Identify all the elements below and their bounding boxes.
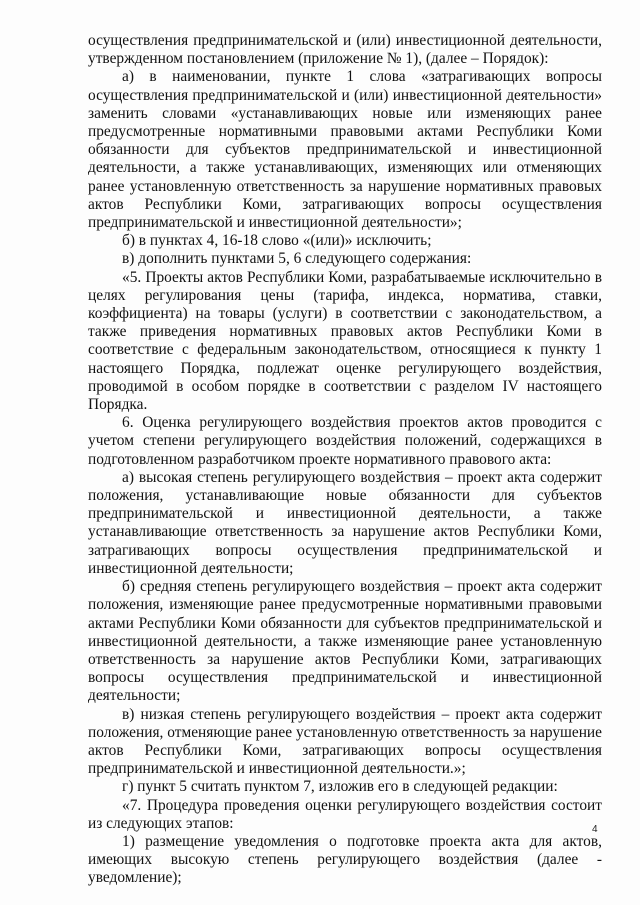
paragraph-intro: осуществления предпринимательской и (или) инвестиционной деятельности, утвержденном постановлением (приложение № 1), (далее – Порядок):: [88, 32, 602, 68]
document-body: [88, 32, 602, 888]
paragraph-low-degree: в) низкая степень регулирующего воздействия – проект акта содержит положения, отменяющие ранее установленную ответственность за нарушение актов Республики Коми, затрагивающих вопросы осуществления предпринимательской и инвестиционной деятельности.»;: [88, 705, 602, 778]
page-number: 4: [592, 824, 598, 835]
paragraph-medium-degree: б) средняя степень регулирующего воздействия – проект акта содержит положения, изменяющие ранее предусмотренные нормативными правовыми актами Республики Коми обязанности для субъектов предпринимательской и инвестиционной деятельности, а также изменяющие ранее установленную ответственность за нарушение актов Республики Коми, затрагивающих вопросы осуществления предпринимательской и инвестиционной деятельности;: [88, 578, 602, 705]
paragraph-point-6: 6. Оценка регулирующего воздействия проектов актов проводится с учетом степени регулирующего воздействия положений, содержащихся в подготовленном разработчиком проекте нормативного правового акта:: [88, 414, 602, 468]
paragraph-high-degree: а) высокая степень регулирующего воздействия – проект акта содержит положения, устанавливающие новые обязанности для субъектов предпринимательской и инвестиционной деятельности, а также устанавливающие ответственность за нарушение актов Республики Коми, затрагивающих вопросы осуществления предпринимательской и инвестиционной деятельности;: [88, 468, 602, 577]
paragraph-point-7: «7. Процедура проведения оценки регулирующего воздействия состоит из следующих этапов:: [88, 796, 602, 832]
paragraph-item-a: а) в наименовании, пункте 1 слова «затрагивающих вопросы осуществления предпринимательской и (или) инвестиционной деятельности» заменить словами «устанавливающих новые или изменяющих ранее предусмотренные нормативными правовыми актами Республики Коми обязанности для субъектов предпринимательской и инвестиционной деятельности, а также устанавливающих, изменяющих или отменяющих ранее установленную ответственность за нарушение нормативных правовых актов Республики Коми, затрагивающих вопросы осуществления предпринимательской и инвестиционной деятельности»;: [88, 68, 602, 232]
paragraph-item-g: г) пункт 5 считать пунктом 7, изложив его в следующей редакции:: [122, 778, 558, 796]
paragraph-item-v: в) дополнить пунктами 5, 6 следующего содержания:: [122, 250, 472, 268]
paragraph-item-b: б) в пунктах 4, 16-18 слово «(или)» исключить;: [122, 232, 432, 250]
paragraph-point-5: «5. Проекты актов Республики Коми, разрабатываемые исключительно в целях регулирования цены (тарифа, индекса, норматива, ставки, коэффициента) на товары (услуги) в соответствии с законодательством, а также приведения нормативных правовых актов Республики Коми в соответствие с федеральным законодательством, относящиеся к пункту 1 настоящего Порядка, подлежат оценке регулирующего воздействия, проводимой в особом порядке в соответствии с разделом IV настоящего Порядка.: [88, 268, 602, 414]
paragraph-stage-1: 1) размещение уведомления о подготовке проекта акта для актов, имеющих высокую степень регулирующего воздействия (далее - уведомление);: [88, 832, 602, 887]
